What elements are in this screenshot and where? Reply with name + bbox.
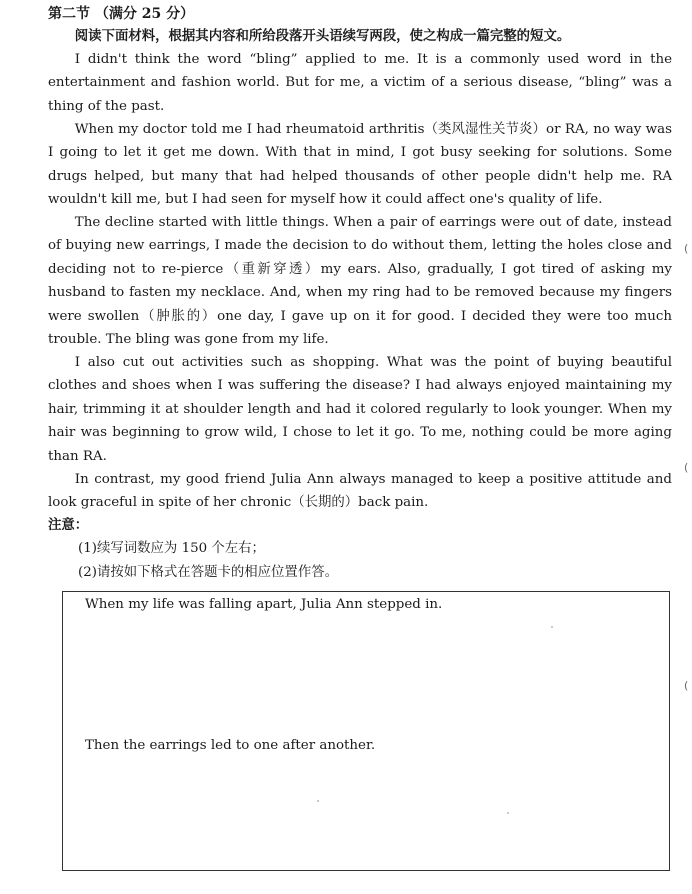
notes-section (48, 514, 338, 584)
answer-box[interactable] (62, 591, 670, 871)
answer-opening-1: When my life was falling apart, Julia Ann stepped in. (85, 597, 443, 612)
scan-speck (317, 800, 319, 802)
margin-mark: ( (684, 242, 689, 255)
section-title: 第二节 （满分 25 分） (48, 6, 195, 22)
paragraph-5: In contrast, my good friend Julia Ann always managed to keep a positive attitude and look graceful in spite of her chronic（长期的）back pain. (48, 472, 672, 511)
margin-mark: ( (684, 679, 689, 692)
margin-mark: ( (684, 461, 689, 474)
scan-speck (551, 626, 553, 628)
note-item-1: (1)续写词数应为 150 个左右； (78, 541, 265, 557)
instruction-text: 阅读下面材料，根据其内容和所给段落开头语续写两段，使之构成一篇完整的短文。 (74, 28, 571, 44)
note-item-2: (2)请按如下格式在答题卡的相应位置作答。 (78, 564, 338, 580)
paragraph-4: I also cut out activities such as shopping. What was the point of buying beautiful clothes and shoes when I was suffering the disease? I had always enjoyed maintaining my hair, trimming it at shoulder length and had it colored regularly to look younger. When my hair was beginning to grow wild, I chose to let it go. To me, nothing could be more aging than RA. (48, 355, 672, 464)
answer-opening-2: Then the earrings led to one after another. (85, 738, 376, 753)
scan-speck (507, 812, 509, 814)
paragraph-2: When my doctor told me I had rheumatoid arthritis（类风湿性关节炎）or RA, no way was I going to let it get me down. With that in mind, I got busy seeking for solutions. Some drugs helped, but many that had helped thousands of other people didn't help me. RA wouldn't kill me, but I had seen for myself how it could affect one's quality of life. (48, 122, 672, 208)
paragraph-3: The decline started with little things. When a pair of earrings were out of date, instead of buying new earrings, I made the decision to do without them, letting the holes close and deciding not to re-pierce（重新穿透）my ears. Also, gradually, I got tired of asking my husband to fasten my necklace. And, when my ring had to be removed because my fingers were swollen（肿胀的）one day, I gave up on it for good. I decided they were too much trouble. The bling was gone from my life. (48, 215, 672, 348)
paragraph-1: I didn't think the word “bling” applied to me. It is a commonly used word in the entertainment and fashion world. But for me, a victim of a serious disease, “bling” was a thing of the past. (48, 52, 672, 114)
notes-heading: 注意： (48, 517, 89, 533)
